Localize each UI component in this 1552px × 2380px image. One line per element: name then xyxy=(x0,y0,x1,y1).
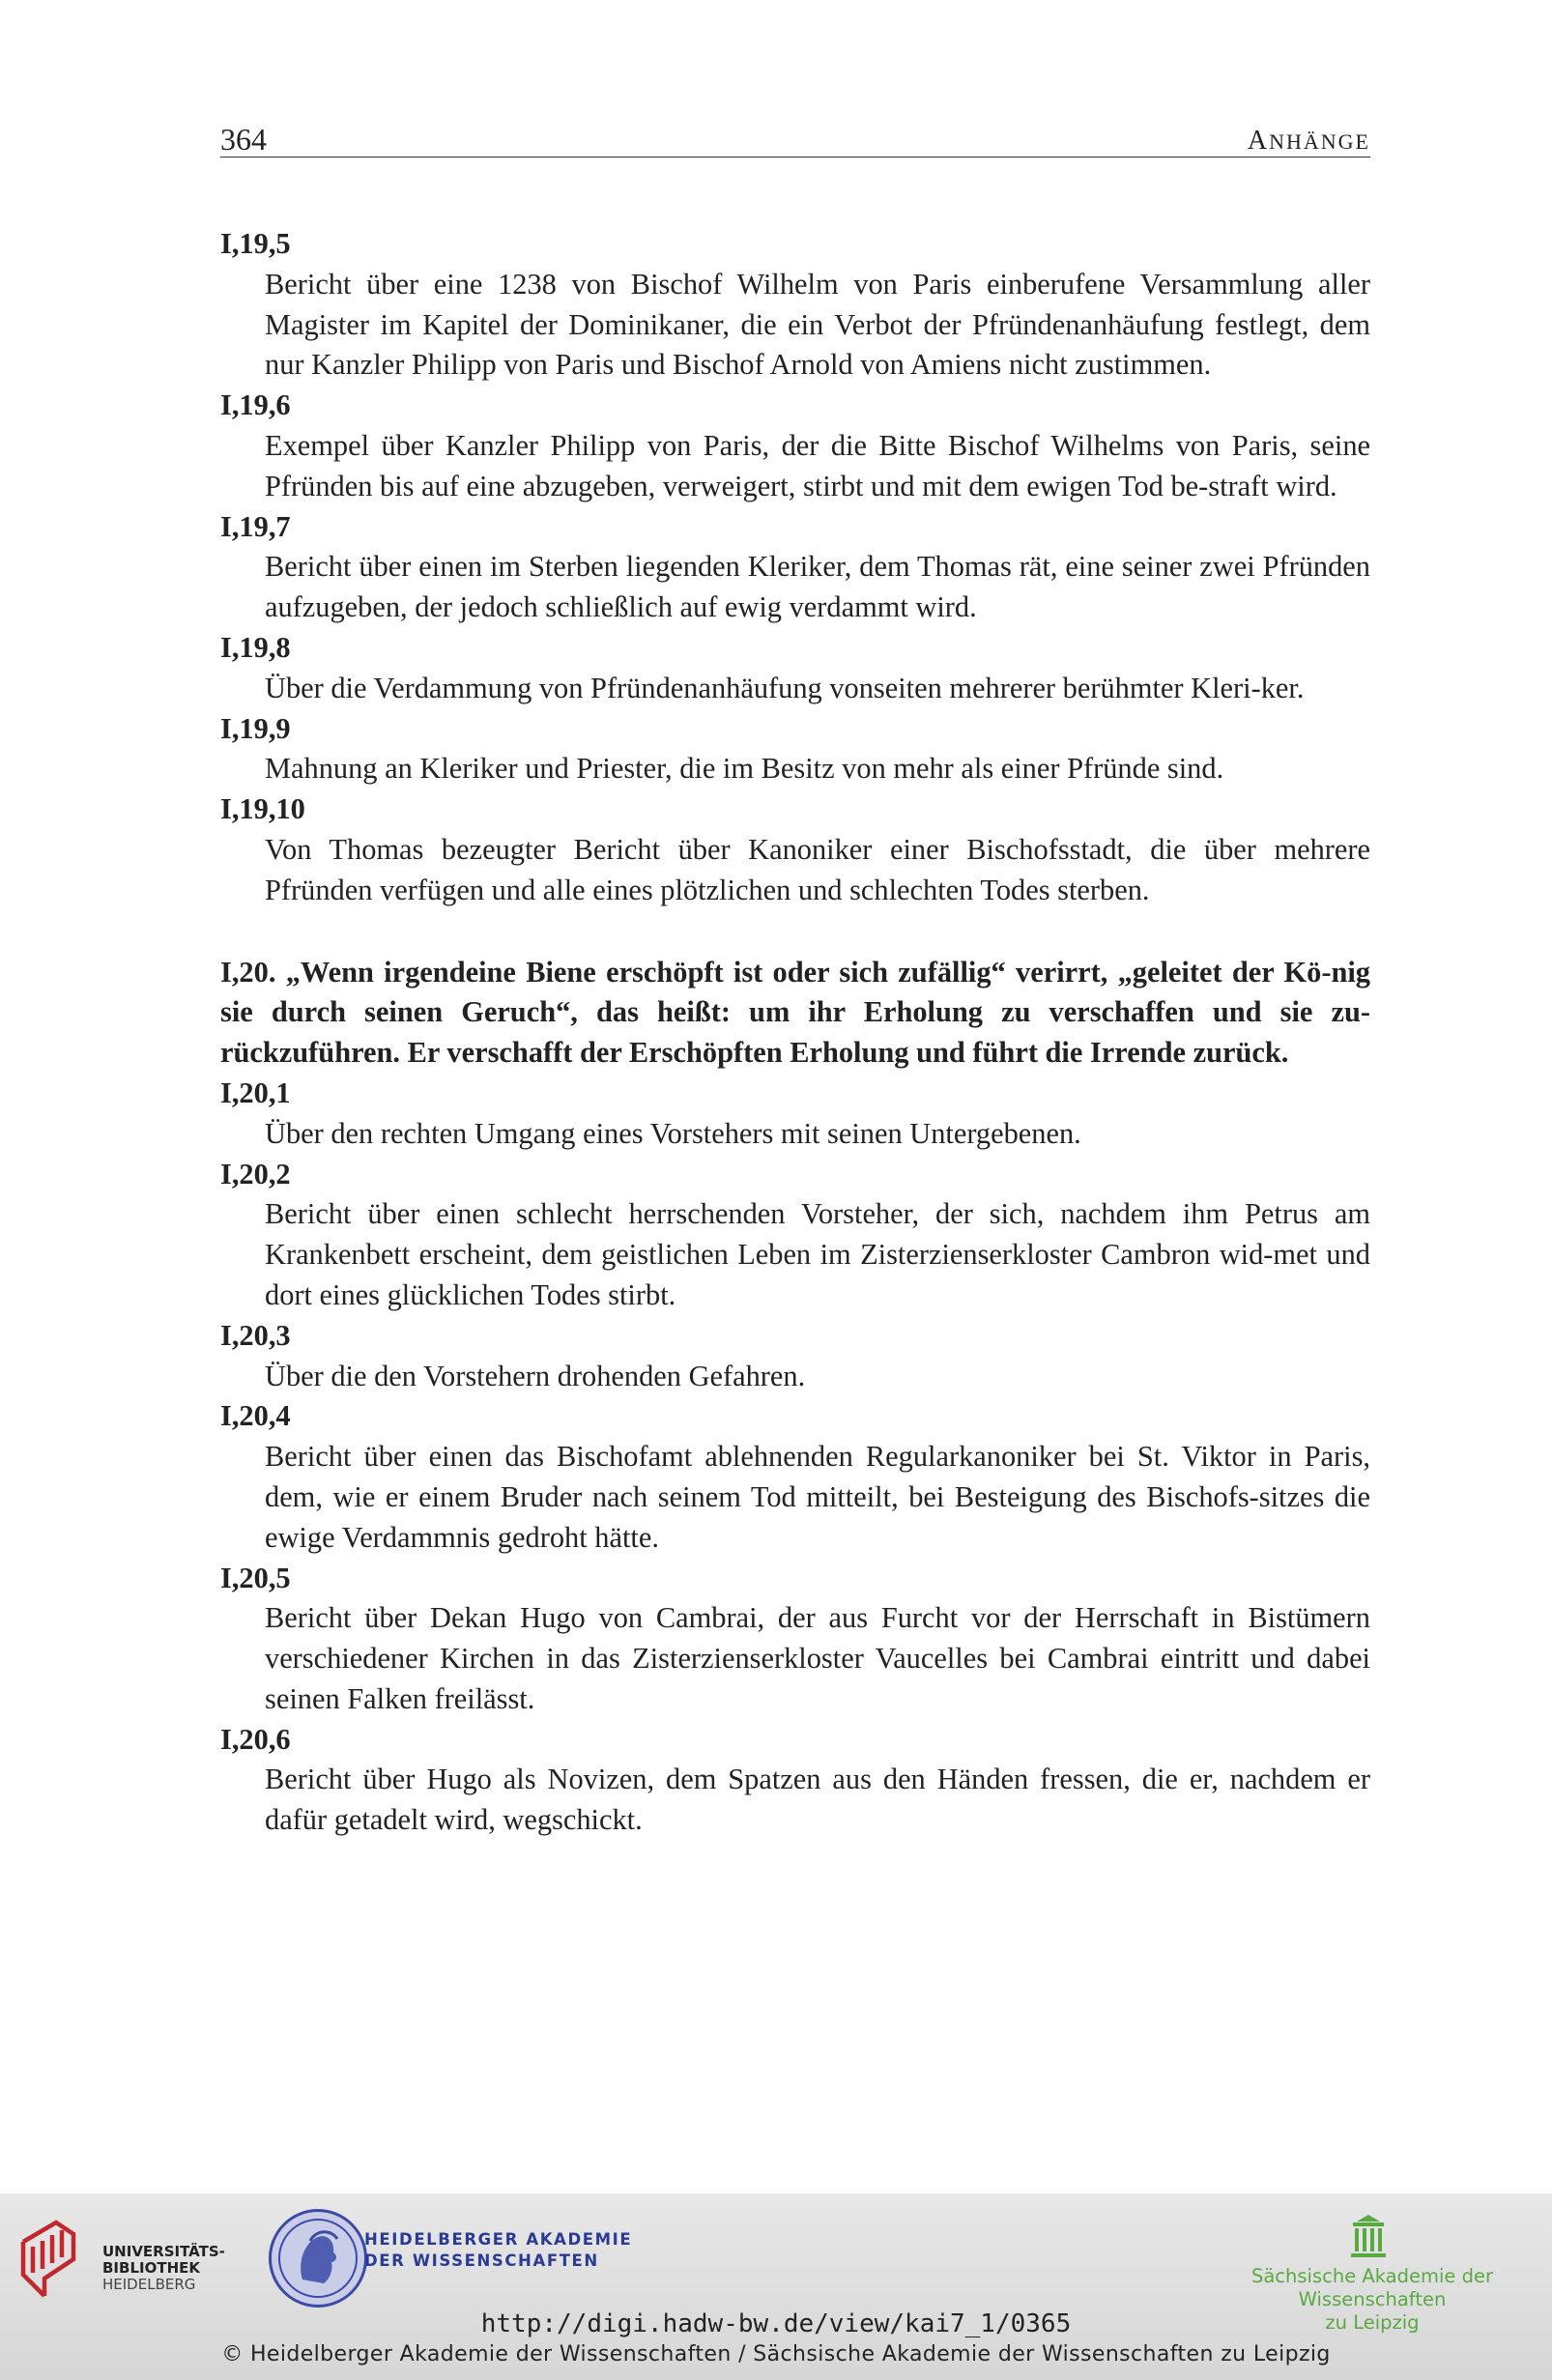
hadw-name-line: DER WISSENSCHAFTEN xyxy=(364,2251,599,2270)
entry xyxy=(220,628,1370,709)
entry-id: I,20,3 xyxy=(220,1318,291,1352)
page-number: 364 xyxy=(220,122,267,157)
ub-name-line: HEIDELBERG xyxy=(102,2276,196,2293)
minerva-head-icon xyxy=(272,2212,364,2305)
entry xyxy=(220,1316,1370,1397)
permalink-url[interactable]: http://digi.hadw-bw.de/view/kai7_1/0365 xyxy=(480,2309,1072,2338)
entry-text: Über den rechten Umgang eines Vorstehers mit seinen Untergebenen. xyxy=(265,1116,1081,1150)
entry-list-i19 xyxy=(220,224,1370,911)
entry xyxy=(220,709,1370,790)
saw-name-line: zu Leipzig xyxy=(1325,2311,1420,2334)
entry-id: I,20,6 xyxy=(220,1722,291,1756)
entry-text: Über die Verdammung von Pfründenanhäufung vonseiten mehrerer berühmter Kleri-ker. xyxy=(265,671,1305,704)
entry-list-i20 xyxy=(220,1074,1370,1841)
entry-id: I,19,7 xyxy=(220,509,291,543)
section-heading-i20: I,20. „Wenn irgendeine Biene erschöpft ist oder sich zufällig“ verirrt, „geleitet der Kö-nig sie durch seinen Geruch“, das heißt: um ihr Erholung zu verschaffen und sie zu-rückzuführen. Er verschafft der Erschöpften Erholung und führt die Irrende zurück. xyxy=(220,955,1370,1070)
entry-text: Mahnung an Kleriker und Priester, die im Besitz von mehr als einer Pfründe sind. xyxy=(265,752,1224,786)
entry xyxy=(220,1720,1370,1841)
hadw-seal-icon[interactable] xyxy=(269,2209,367,2308)
entry xyxy=(220,789,1370,910)
entry-id: I,20,2 xyxy=(220,1157,291,1190)
running-head xyxy=(1248,126,1370,157)
saw-leipzig-building-icon xyxy=(1349,2215,1388,2259)
entry-id: I,19,9 xyxy=(220,711,291,745)
running-head-rest: NHÄNGE xyxy=(1269,129,1370,154)
entry-text: Bericht über einen schlecht herrschenden Vorsteher, der sich, nachdem ihm Petrus am Krankenbett erscheint, dem geistlichen Leben im Zisterzienserkloster Cambron wid-met und dort eines glücklichen Todes stirbt. xyxy=(265,1197,1370,1311)
viewer-footer xyxy=(0,2194,1552,2380)
entry-text: Bericht über eine 1238 von Bischof Wilhelm von Paris einberufene Versammlung aller Magister im Kapitel der Dominikaner, die ein Verbot der Pfründenanhäufung festlegt, dem nur Kanzler Philipp von Paris und Bischof Arnold von Amiens nicht zustimmen. xyxy=(265,267,1370,382)
ub-name-line: BIBLIOTHEK xyxy=(102,2259,200,2277)
entry-id: I,19,6 xyxy=(220,388,291,422)
entry xyxy=(220,1559,1370,1720)
ub-heidelberg-name xyxy=(102,2244,225,2293)
entry xyxy=(220,1396,1370,1558)
running-head-initial: A xyxy=(1247,126,1270,156)
ub-heidelberg-logo[interactable] xyxy=(17,2215,225,2302)
entry-id: I,20,5 xyxy=(220,1561,291,1594)
entry-text: Bericht über einen das Bischofamt ablehnenden Regularkanoniker bei St. Viktor in Paris, dem, wie er einem Bruder nach seinem Tod mitteilt, bei Besteigung des Bischofs-sitzes die ewige Verdammnis gedroht hätte. xyxy=(265,1440,1370,1554)
entry-id: I,20,4 xyxy=(220,1399,291,1433)
entry-text: Bericht über einen im Sterben liegenden Kleriker, dem Thomas rät, eine seiner zwei Pfründen aufzugeben, der jedoch schließlich auf ewig verdammt wird. xyxy=(265,550,1370,624)
hadw-logo-text[interactable] xyxy=(364,2229,632,2272)
entry xyxy=(220,507,1370,628)
ub-heidelberg-icon xyxy=(17,2215,87,2300)
entry-id: I,19,8 xyxy=(220,630,291,664)
entry-text: Bericht über Hugo als Novizen, dem Spatzen aus den Händen fressen, die er, nachdem er dafür getadelt wird, wegschickt. xyxy=(265,1763,1370,1837)
page-header xyxy=(220,118,1370,158)
page-body xyxy=(220,224,1370,1841)
entry-id: I,20,1 xyxy=(220,1075,291,1109)
entry-text: Über die den Vorstehern drohenden Gefahren. xyxy=(265,1359,806,1392)
entry-text: Von Thomas bezeugter Bericht über Kanoniker einer Bischofsstadt, die über mehrere Pfründen verfügen und alle eines plötzlichen und schlechten Todes sterben. xyxy=(265,832,1370,906)
entry-text: Bericht über Dekan Hugo von Cambrai, der aus Furcht vor der Herrschaft in Bistümern verschiedener Kirchen in das Zisterzienserkloster Vaucelles bei Cambrai eintritt und dabei seinen Falken freilässt. xyxy=(265,1601,1370,1715)
copyright-notice: © Heidelberger Akademie der Wissenschaften / Sächsische Akademie der Wissenschaften zu Leipzig xyxy=(221,2342,1331,2366)
entry xyxy=(220,1074,1370,1155)
ub-name-line: UNIVERSITÄTS- xyxy=(102,2243,225,2260)
entry-id: I,19,5 xyxy=(220,227,291,260)
saw-name-line: Sächsische Akademie der Wissenschaften xyxy=(1250,2265,1494,2310)
entry-id: I,19,10 xyxy=(220,792,305,826)
entry xyxy=(220,386,1370,506)
entry xyxy=(220,224,1370,386)
entry xyxy=(220,1155,1370,1316)
hadw-name-line: HEIDELBERGER AKADEMIE xyxy=(364,2230,633,2249)
entry-text: Exempel über Kanzler Philipp von Paris, der die Bitte Bischof Wilhelms von Paris, seine Pfründen bis auf eine abzugeben, verweigert, stirbt und mit dem ewigen Tod be-straft wird. xyxy=(265,428,1370,502)
